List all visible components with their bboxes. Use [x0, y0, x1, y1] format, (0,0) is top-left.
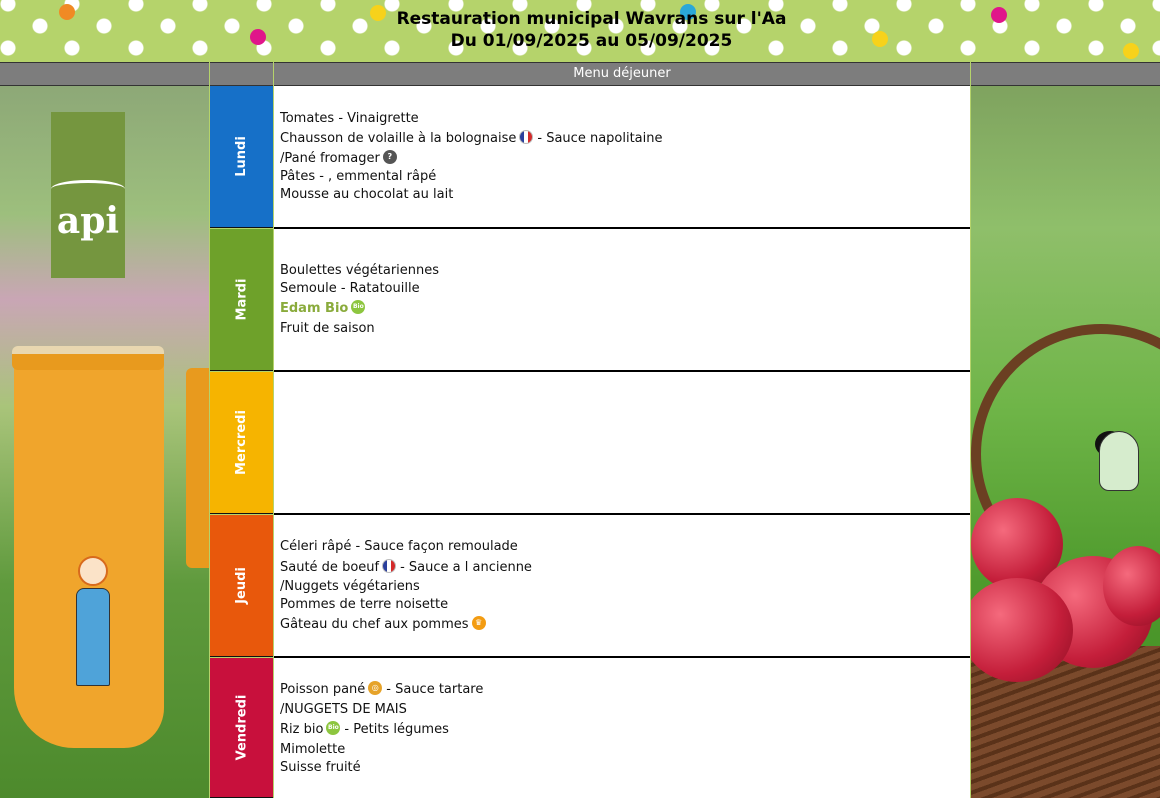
sustainable-fish-icon: ◎ [368, 681, 382, 695]
day-name: Lundi [234, 136, 249, 177]
menu-cell-mercredi [274, 372, 970, 515]
column-header-menu [274, 62, 970, 86]
column-header-day [210, 62, 273, 86]
left-decoration-photo [0, 86, 209, 798]
day-label-mercredi [210, 372, 273, 514]
menu-item: Poisson pané ◎ - Sauce tartare [280, 682, 484, 697]
day-label-mardi [210, 229, 273, 371]
api-logo [51, 112, 125, 278]
day-name: Mercredi [234, 410, 249, 475]
bio-icon: Bio [326, 721, 340, 735]
menu-item: /Nuggets végétariens [280, 578, 420, 594]
menu-item: Edam Bio Bio [280, 300, 364, 316]
day-label-vendredi [210, 658, 273, 798]
france-flag-icon [382, 559, 396, 573]
child-illustration [60, 556, 124, 696]
menu-cell-mardi [274, 229, 970, 372]
menu-title [0, 8, 1160, 52]
right-decoration-photo [971, 86, 1160, 798]
menu-item: Pommes de terre noisette [280, 596, 449, 612]
day-name: Vendredi [234, 694, 249, 761]
logo-swoosh [51, 180, 125, 198]
date-range: Du 01/09/2025 au 05/09/2025 [450, 31, 733, 51]
menu-item: Tomates - Vinaigrette [280, 110, 419, 126]
menu-item: Riz bio Bio - Petits légumes [280, 722, 449, 737]
page-title: Restauration municipal Wavrans sur l'Aa [396, 9, 787, 29]
menu-cell-jeudi [274, 515, 970, 658]
child-overalls [76, 588, 110, 686]
menu-item: Pâtes - , emmental râpé [280, 168, 437, 184]
menu-item: Sauté de boeuf - Sauce a l ancienne [280, 559, 532, 575]
menu-item: Fruit de saison [280, 320, 375, 336]
column-header-right [971, 62, 1160, 86]
bio-icon: Bio [351, 300, 365, 314]
menu-item: Suisse fruité [280, 760, 361, 775]
logo-text: api [56, 200, 120, 242]
day-label-lundi [210, 86, 273, 228]
chef-icon: ♛ [472, 616, 486, 630]
column-header-left [0, 62, 209, 86]
menu-item: Semoule - Ratatouille [280, 280, 420, 296]
menu-item: Mimolette [280, 742, 346, 757]
child-head [78, 556, 108, 586]
child-illustration [1099, 431, 1139, 491]
menu-item: Mousse au chocolat au lait [280, 186, 454, 202]
day-name: Jeudi [233, 567, 249, 604]
menu-item: /NUGGETS DE MAIS [280, 702, 407, 717]
page-header [0, 0, 1160, 62]
menu-item: Boulettes végétariennes [280, 262, 440, 278]
day-label-jeudi [210, 515, 273, 657]
boot-image [186, 368, 209, 568]
france-flag-icon [519, 130, 533, 144]
menu-item: Céleri râpé - Sauce façon remoulade [280, 538, 518, 554]
day-name: Mardi [233, 278, 249, 321]
menu-item: Chausson de volaille à la bolognaise - Sauce napolitaine [280, 130, 663, 146]
column-header-title: Menu déjeuner [573, 66, 671, 81]
menu-item: Gâteau du chef aux pommes ♛ [280, 614, 970, 636]
info-icon: ? [383, 150, 397, 164]
menu-item: /Pané fromager ? [280, 150, 970, 168]
menu-cell-vendredi [274, 658, 970, 798]
menu-cell-lundi [274, 86, 970, 229]
boot-rim [12, 346, 164, 370]
